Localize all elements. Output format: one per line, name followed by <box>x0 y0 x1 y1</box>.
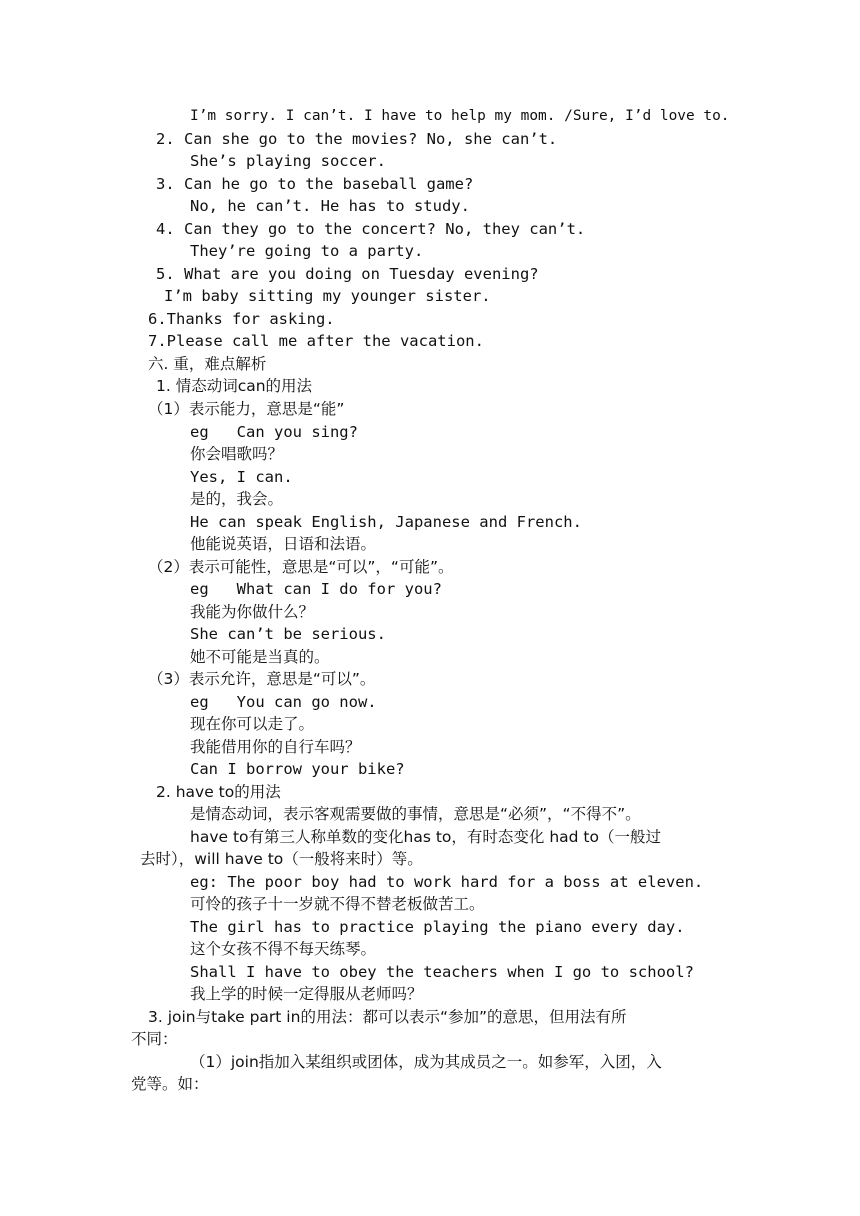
text-line: 她不可能是当真的。 <box>190 648 330 666</box>
text-line: 5. What are you doing on Tuesday evening? <box>156 265 539 283</box>
text-line: 去时），will have to（一般将来时）等。 <box>140 850 423 868</box>
text-line: I’m sorry. I can’t. I have to help my mom. /Sure, I’d love to. <box>190 108 730 124</box>
text-line: have to有第三人称单数的变化has to，有时态变化 had to（一般过 <box>190 828 661 846</box>
text-line: 是情态动词，表示客观需要做的事情，意思是“必须”，“不得不”。 <box>190 805 641 823</box>
subsection-heading: 2. have to的用法 <box>156 783 281 801</box>
section-heading: 六. 重，难点解析 <box>148 355 267 373</box>
text-line: 是的，我会。 <box>190 490 284 508</box>
text-line: Can I borrow your bike? <box>190 760 405 778</box>
text-line: eg Can you sing? <box>190 423 358 441</box>
text-line: She can’t be serious. <box>190 625 386 643</box>
text-line: eg: The poor boy had to work hard for a boss at eleven. <box>190 873 704 891</box>
text-line: 2. Can she go to the movies? No, she can’t. <box>156 130 558 148</box>
text-line: They’re going to a party. <box>190 242 424 260</box>
text-line: 我上学的时候一定得服从老师吗？ <box>190 985 423 1003</box>
text-line: （2）表示可能性，意思是“可以”，“可能”。 <box>148 558 454 576</box>
text-line: Yes, I can. <box>190 468 293 486</box>
text-line: 3. Can he go to the baseball game? <box>156 175 474 193</box>
text-line: （3）表示允许，意思是“可以”。 <box>148 670 376 688</box>
subsection-heading: 1. 情态动词can的用法 <box>156 377 313 395</box>
text-line: Shall I have to obey the teachers when I go to school? <box>190 963 694 981</box>
text-line: eg What can I do for you? <box>190 580 442 598</box>
text-line: 4. Can they go to the concert? No, they can’t. <box>156 220 586 238</box>
text-line: 现在你可以走了。 <box>190 715 315 733</box>
text-line: 6.Thanks for asking. <box>148 310 335 328</box>
text-line: No, he can’t. He has to study. <box>190 197 470 215</box>
text-line: （1）表示能力，意思是“能” <box>148 400 345 418</box>
text-line: I’m baby sitting my younger sister. <box>164 287 491 305</box>
text-line: 他能说英语，日语和法语。 <box>190 535 377 553</box>
text-line: eg You can go now. <box>190 693 377 711</box>
text-line: 我能为你做什么？ <box>190 603 315 621</box>
text-line: 可怜的孩子十一岁就不得不替老板做苦工。 <box>190 895 485 913</box>
text-line: 我能借用你的自行车吗？ <box>190 738 361 756</box>
text-line: She’s playing soccer. <box>190 152 386 170</box>
text-line: 这个女孩不得不每天练琴。 <box>190 940 377 958</box>
text-line: The girl has to practice playing the piano every day. <box>190 918 685 936</box>
text-line: 不同： <box>131 1030 178 1048</box>
text-line: 党等。如： <box>131 1075 209 1093</box>
text-line: He can speak English, Japanese and French. <box>190 513 582 531</box>
text-line: （1）join指加入某组织或团体，成为其成员之一。如参军，入团，入 <box>190 1053 662 1071</box>
text-line: 7.Please call me after the vacation. <box>148 332 484 350</box>
text-line: 你会唱歌吗？ <box>190 445 284 463</box>
subsection-heading: 3. join与take part in的用法：都可以表示“参加”的意思，但用法有所 <box>148 1008 627 1026</box>
